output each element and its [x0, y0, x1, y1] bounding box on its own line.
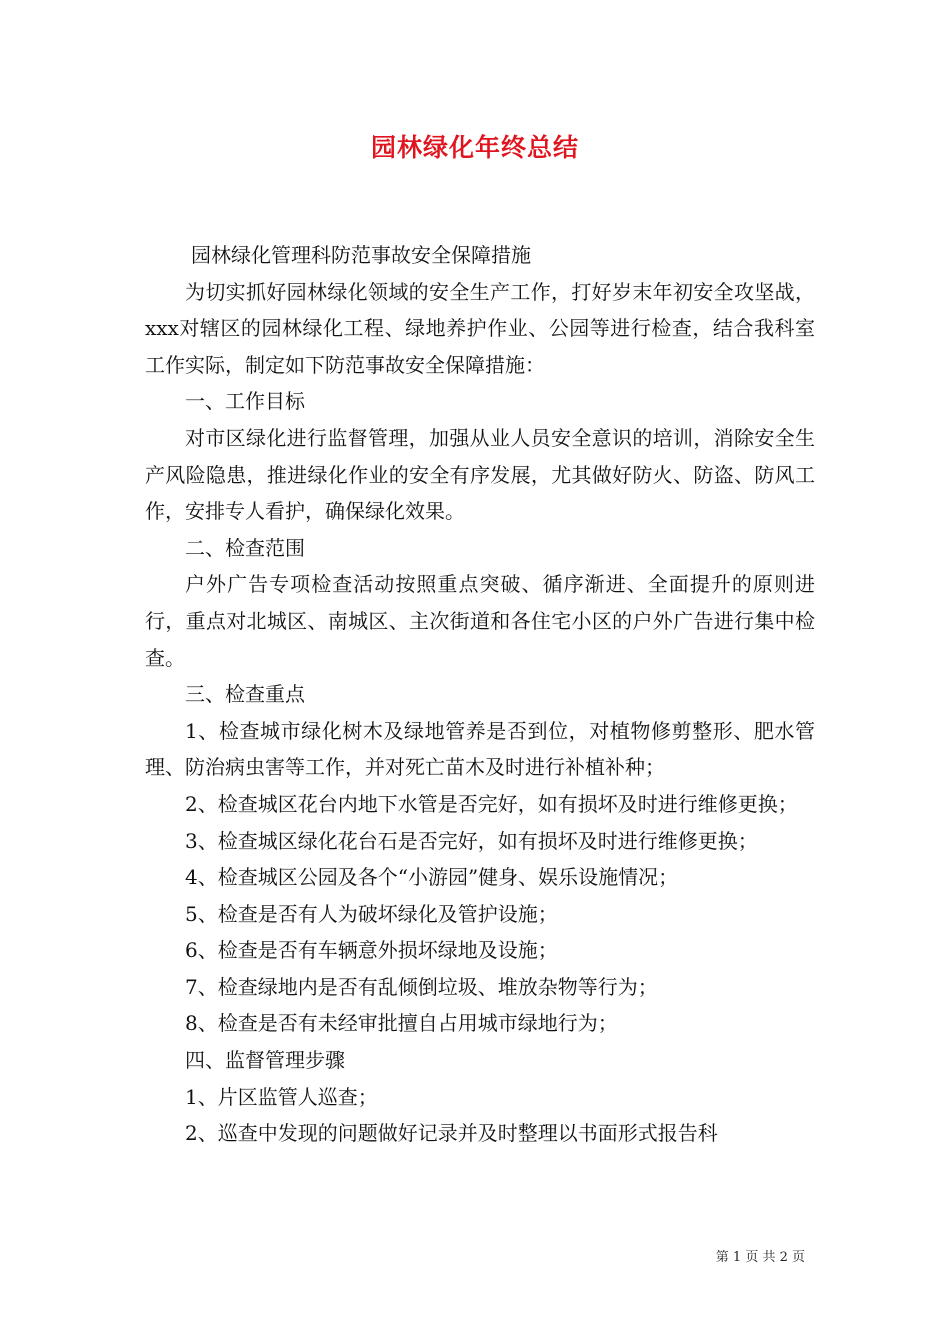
list-item: 2、检查城区花台内地下水管是否完好，如有损坏及时进行维修更换； [185, 791, 798, 816]
list-item: 4、检查城区公园及各个“小游园”健身、娱乐设施情况； [185, 865, 679, 890]
document-title: 园林绿化年终总结 [370, 133, 579, 162]
list-item: 5、检查是否有人为破坏绿化及管护设施； [185, 901, 558, 926]
page-number: 第 1 页 共 2 页 [715, 1250, 805, 1265]
section-subtitle: 园林绿化管理科防范事故安全保障措施 [191, 243, 531, 267]
paragraph-work-goal: 对市区绿化进行监督管理，加强从业人员安全意识的培训，消除安全生产风险隐患，推进绿化作业的安全有序发展，尤其做好防火、防盗、防风工作，安排专人看护，确保绿化效果。 [145, 425, 815, 524]
list-item: 2、巡查中发现的问题做好记录并及时整理以书面形式报告科 [185, 1121, 718, 1146]
paragraph-inspection-scope: 户外广告专项检查活动按照重点突破、循序渐进、全面提升的原则进行，重点对北城区、南城区、主次街道和各住宅小区的户外广告进行集中检查。 [145, 572, 815, 670]
list-item: 1、检查城市绿化树木及绿地管养是否到位，对植物修剪整形、肥水管理、防治病虫害等工作，并对死亡苗木及时进行补植补种； [145, 718, 815, 780]
list-item: 3、检查城区绿化花台石是否完好，如有损坏及时进行维修更换； [185, 828, 758, 853]
list-item: 1、片区监管人巡查； [185, 1084, 378, 1109]
heading-inspection-focus: 三、检查重点 [185, 682, 305, 707]
list-item: 6、检查是否有车辆意外损坏绿地及设施； [185, 938, 558, 963]
heading-work-goal: 一、工作目标 [185, 389, 305, 414]
list-item: 7、检查绿地内是否有乱倾倒垃圾、堆放杂物等行为； [185, 974, 658, 999]
list-item: 8、检查是否有未经审批擅自占用城市绿地行为； [185, 1011, 618, 1036]
paragraph-intro: 为切实抓好园林绿化领域的安全生产工作，打好岁末年初安全攻坚战，xxx对辖区的园林绿化工程、绿地养护作业、公园等进行检查，结合我科室工作实际，制定如下防范事故安全保障措施： [145, 279, 815, 377]
heading-inspection-scope: 二、检查范围 [185, 535, 305, 560]
document-body [145, 237, 815, 1152]
heading-supervision-steps: 四、监督管理步骤 [185, 1048, 345, 1073]
